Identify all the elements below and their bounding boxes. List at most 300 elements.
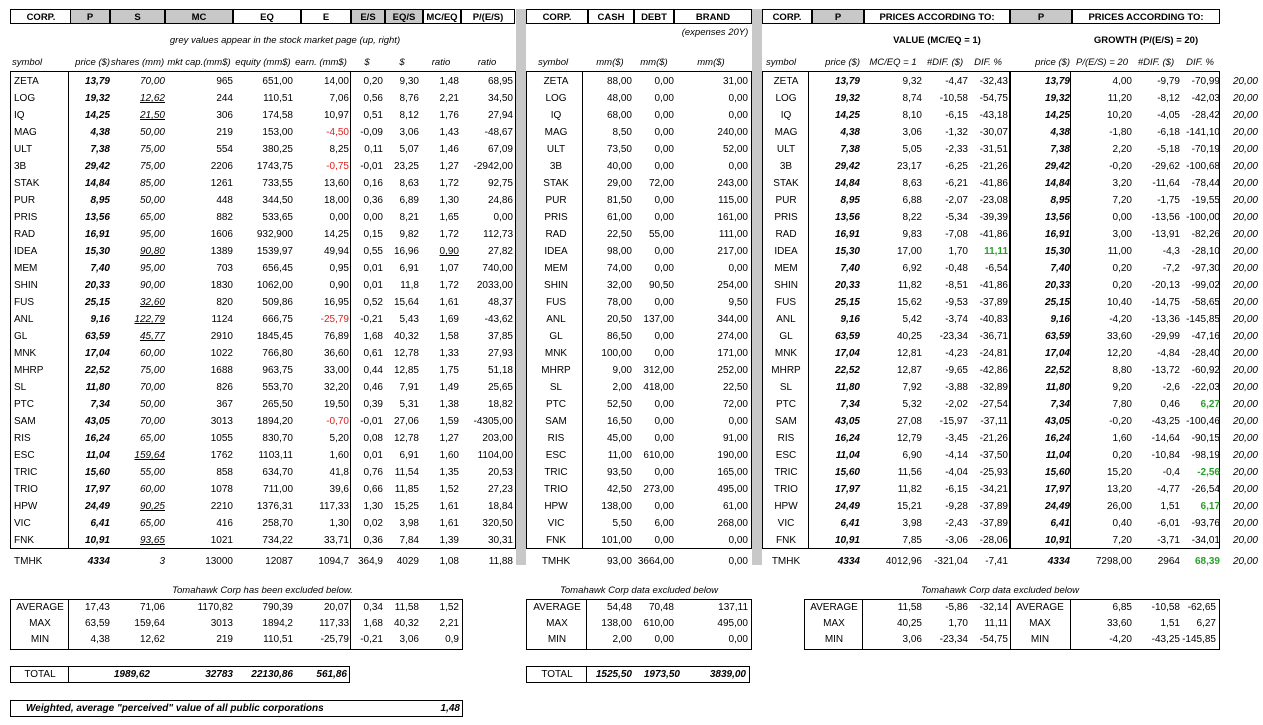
table-cell: 20,53	[487, 467, 513, 478]
table-cell: -4,77	[1157, 484, 1180, 495]
grid-line	[350, 599, 351, 650]
table-cell: 666,75	[262, 314, 293, 325]
table-cell: -29,99	[1151, 331, 1180, 342]
table-cell: 380,25	[262, 144, 293, 155]
table-cell: 0,00	[654, 195, 674, 206]
table-cell: -23,34	[939, 331, 968, 342]
table-cell: 1,70	[948, 246, 968, 257]
table-cell: 1124	[211, 314, 233, 325]
stats-cell: 495,00	[717, 618, 748, 629]
table-cell: 174,58	[262, 110, 293, 121]
table-cell: -26,54	[1191, 484, 1220, 495]
table-cell: 0,00	[654, 535, 674, 546]
column-header: S	[110, 9, 165, 24]
table-cell: 12,62	[139, 93, 165, 104]
table-cell: 23,17	[896, 161, 922, 172]
table-cell: 265,50	[262, 399, 293, 410]
table-cell: 15,25	[393, 501, 419, 512]
table-cell: 1,72	[439, 229, 459, 240]
table-cell: 22,52	[1044, 365, 1070, 376]
table-row	[0, 209, 1263, 226]
table-cell: -30,07	[979, 127, 1008, 138]
stats-cell: MAX	[29, 618, 51, 629]
table-cell: -41,86	[979, 280, 1008, 291]
table-cell: -13,72	[1151, 365, 1180, 376]
table-cell: 32,00	[606, 280, 632, 291]
table-cell: RIS	[777, 433, 795, 444]
table-cell: TRIC	[774, 467, 798, 478]
stats-cell: 70,48	[648, 602, 674, 613]
table-cell: 122,79	[134, 314, 165, 325]
table-cell: -0,20	[1109, 161, 1132, 172]
total-cell: 22130,86	[251, 669, 293, 680]
table-cell: IDEA	[544, 246, 568, 257]
table-cell: 0,00	[654, 467, 674, 478]
table-cell: ESC	[775, 450, 797, 461]
table-cell: 12,87	[896, 365, 922, 376]
table-cell: 36,60	[323, 348, 349, 359]
table-cell: 86,50	[606, 331, 632, 342]
table-cell: IDEA	[14, 246, 38, 257]
table-cell: 2,00	[612, 382, 632, 393]
table-cell: 1,49	[439, 382, 459, 393]
table-cell: -4,20	[1109, 314, 1132, 325]
table-cell: 16,24	[1044, 433, 1070, 444]
table-cell: 1762	[210, 450, 233, 461]
table-cell: 203,00	[482, 433, 513, 444]
table-cell: 0,76	[363, 467, 383, 478]
table-cell: 5,07	[399, 144, 419, 155]
table-cell: 11,56	[897, 467, 922, 478]
table-cell: -145,85	[1186, 314, 1220, 325]
column-header: P/(E/S)	[461, 9, 515, 24]
grid-line	[1010, 599, 1011, 650]
stats-cell: -4,20	[1109, 634, 1132, 645]
stats-cell: 11,11	[984, 618, 1008, 629]
table-cell: 3,06	[902, 127, 922, 138]
table-cell: 7,38	[840, 144, 860, 155]
table-row	[0, 124, 1263, 141]
table-cell: 78,00	[606, 297, 632, 308]
table-cell: 88,00	[606, 76, 632, 87]
table-cell: GL	[549, 331, 563, 342]
table-cell: 1389	[210, 246, 233, 257]
stats-cell: 1,51	[1160, 618, 1180, 629]
stats-cell: 790,39	[262, 602, 293, 613]
table-cell: RAD	[545, 229, 567, 240]
table-cell: 963,75	[262, 365, 293, 376]
column-header: P	[812, 9, 864, 24]
table-cell: 1022	[210, 348, 233, 359]
stats-cell: 137,11	[718, 602, 748, 613]
stats-cell: 40,32	[393, 618, 419, 629]
table-cell: 0,40	[1112, 518, 1132, 529]
table-cell: 258,70	[262, 518, 293, 529]
table-cell: 43,05	[834, 416, 860, 427]
table-cell: 6,89	[399, 195, 419, 206]
table-cell: 67,09	[487, 144, 513, 155]
table-cell: 25,15	[834, 297, 860, 308]
table-cell: SAM	[775, 416, 797, 427]
table-cell: 1,27	[439, 433, 459, 444]
table-cell: 7,38	[1050, 144, 1070, 155]
table-cell: -4,84	[1157, 348, 1180, 359]
table-cell: 0,44	[363, 365, 383, 376]
table-cell: 5,50	[612, 518, 632, 529]
table-cell: 1,30	[363, 501, 383, 512]
table-cell: 11,04	[85, 450, 110, 461]
table-cell: FUS	[776, 297, 796, 308]
table-cell: -54,75	[979, 93, 1008, 104]
table-cell: 50,00	[139, 399, 165, 410]
table-cell: 1539,97	[256, 246, 293, 257]
table-cell: ULT	[776, 144, 796, 155]
table-cell: 7,92	[902, 382, 922, 393]
table-cell: 7,20	[1112, 195, 1132, 206]
table-cell: 70,00	[139, 416, 165, 427]
table-cell: 0,01	[363, 263, 383, 274]
table-cell: TRIO	[544, 484, 568, 495]
table-cell: 1,08	[439, 556, 459, 567]
table-cell: 1,35	[439, 467, 459, 478]
table-cell: 656,45	[262, 263, 293, 274]
column-header: MC	[165, 9, 233, 24]
table-cell: 1,61	[439, 297, 459, 308]
table-cell: 60,00	[139, 484, 165, 495]
table-cell: 3,98	[399, 518, 419, 529]
table-cell: 12,85	[393, 365, 419, 376]
table-cell: MEM	[544, 263, 568, 274]
table-cell: 4029	[396, 556, 419, 567]
table-row	[0, 158, 1263, 175]
table-cell: 29,42	[1044, 161, 1070, 172]
table-cell: 495,00	[717, 484, 748, 495]
stats-cell: 71,06	[139, 602, 165, 613]
table-cell: 273,00	[643, 484, 674, 495]
table-cell: -25,93	[979, 467, 1008, 478]
table-cell: 0,00	[728, 535, 748, 546]
table-cell: -4,3	[1162, 246, 1180, 257]
table-cell: 0,00	[654, 501, 674, 512]
table-cell: -36,71	[979, 331, 1008, 342]
table-cell: MHRP	[541, 365, 571, 376]
table-cell: 0,20	[363, 76, 383, 87]
table-cell: 15,60	[1044, 467, 1070, 478]
table-cell: 20,00	[1232, 110, 1258, 121]
table-cell: -9,53	[945, 297, 968, 308]
table-cell: 48,37	[487, 297, 513, 308]
table-cell: -25,79	[320, 314, 349, 325]
table-cell: -0,75	[326, 161, 349, 172]
table-cell: 15,62	[896, 297, 922, 308]
table-cell: -28,42	[1191, 110, 1220, 121]
table-cell: -3,06	[945, 535, 968, 546]
table-cell: 306	[216, 110, 233, 121]
table-row	[0, 481, 1263, 498]
table-cell: 8,95	[90, 195, 110, 206]
table-cell: 13,79	[84, 76, 110, 87]
table-cell: -141,10	[1186, 127, 1220, 138]
column-subheader: DIF. %	[974, 57, 1002, 68]
table-cell: 252,00	[717, 365, 748, 376]
table-cell: 72,00	[722, 399, 748, 410]
table-cell: 17,04	[834, 348, 860, 359]
table-cell: 17,97	[1044, 484, 1070, 495]
stats-cell: -0,21	[360, 634, 383, 645]
grid-line	[1070, 599, 1071, 650]
table-cell: 9,83	[902, 229, 922, 240]
table-cell: 55,00	[139, 467, 165, 478]
table-cell: 14,25	[323, 229, 349, 240]
table-cell: 6,88	[902, 195, 922, 206]
table-cell: -19,55	[1191, 195, 1220, 206]
table-cell: 20,00	[1232, 382, 1258, 393]
table-cell: 117,33	[319, 501, 349, 512]
table-cell: -43,62	[484, 314, 513, 325]
table-cell: 63,59	[84, 331, 110, 342]
column-subheader: #DIF. ($)	[1137, 57, 1175, 68]
table-cell: FNK	[776, 535, 796, 546]
table-cell: -0,20	[1109, 416, 1132, 427]
table-cell: 9,16	[840, 314, 860, 325]
table-cell: 0,00	[654, 127, 674, 138]
table-row	[0, 447, 1263, 464]
table-cell: 8,76	[399, 93, 419, 104]
table-cell: -6,15	[945, 484, 968, 495]
stats-cell: 12,62	[139, 634, 165, 645]
table-cell: 6,92	[902, 263, 922, 274]
table-cell: 7,40	[1050, 263, 1070, 274]
table-cell: 0,00	[728, 93, 748, 104]
stats-cell: 610,00	[643, 618, 674, 629]
table-cell: 11,04	[1045, 450, 1070, 461]
table-cell: 51,18	[487, 365, 513, 376]
table-cell: 0,00	[493, 212, 513, 223]
table-cell: 16,24	[834, 433, 860, 444]
table-cell: 5,43	[399, 314, 419, 325]
table-cell: 110,51	[263, 93, 293, 104]
table-row	[0, 260, 1263, 277]
table-cell: 68,39	[1194, 556, 1220, 567]
table-cell: 0,51	[363, 110, 383, 121]
table-row	[0, 311, 1263, 328]
table-cell: -4,04	[945, 467, 968, 478]
table-row	[0, 413, 1263, 430]
table-cell: 0,20	[1112, 280, 1132, 291]
table-cell: -1,32	[945, 127, 968, 138]
stats-cell: 1170,82	[197, 602, 233, 613]
table-cell: -37,89	[979, 297, 1008, 308]
table-cell: 9,16	[1050, 314, 1070, 325]
table-cell: 13,79	[834, 76, 860, 87]
table-cell: 1688	[210, 365, 233, 376]
table-cell: -4305,00	[473, 416, 513, 427]
table-cell: 0,00	[654, 93, 674, 104]
table-cell: 5,05	[902, 144, 922, 155]
stats-cell: 159,64	[134, 618, 165, 629]
table-cell: 0,16	[363, 178, 383, 189]
total-cell: 32783	[205, 669, 233, 680]
table-cell: 60,00	[139, 348, 165, 359]
table-cell: MEM	[774, 263, 798, 274]
table-cell: -0,01	[360, 416, 383, 427]
table-cell: 1,46	[439, 144, 459, 155]
table-cell: 13,20	[1106, 484, 1132, 495]
table-cell: -2,02	[945, 399, 968, 410]
table-cell: 0,95	[329, 263, 349, 274]
table-cell: 240,00	[717, 127, 748, 138]
table-cell: STAK	[773, 178, 799, 189]
table-cell: 6,41	[840, 518, 860, 529]
table-cell: 0,20	[1112, 263, 1132, 274]
table-cell: 7,84	[399, 535, 419, 546]
stats-cell: 4,38	[90, 634, 110, 645]
table-cell: 73,50	[606, 144, 632, 155]
table-cell: -6,21	[945, 178, 968, 189]
table-cell: -82,26	[1191, 229, 1220, 240]
table-cell: PTC	[776, 399, 796, 410]
table-cell: 254,00	[717, 280, 748, 291]
table-cell: -3,88	[945, 382, 968, 393]
table-cell: 52,00	[722, 144, 748, 155]
stats-cell: 0,00	[728, 634, 748, 645]
table-cell: 76,89	[323, 331, 349, 342]
table-cell: 14,25	[84, 110, 110, 121]
table-cell: 7,85	[902, 535, 922, 546]
table-cell: -0,01	[360, 161, 383, 172]
table-cell: 8,10	[902, 110, 922, 121]
table-cell: IQ	[14, 110, 25, 121]
table-cell: -32,43	[979, 76, 1008, 87]
table-cell: FUS	[14, 297, 34, 308]
table-cell: 1,72	[439, 280, 459, 291]
table-cell: IQ	[550, 110, 562, 121]
table-cell: -37,89	[979, 501, 1008, 512]
table-cell: 11,82	[897, 280, 922, 291]
table-cell: 7,20	[1112, 535, 1132, 546]
table-cell: 20,00	[1232, 314, 1258, 325]
table-cell: -31,51	[979, 144, 1008, 155]
table-cell: 20,00	[1232, 297, 1258, 308]
table-cell: 20,00	[1232, 450, 1258, 461]
table-cell: 0,00	[1112, 212, 1132, 223]
table-cell: 22,50	[722, 382, 748, 393]
table-row	[0, 175, 1263, 192]
table-cell: 20,00	[1232, 229, 1258, 240]
column-header: BRAND	[674, 9, 752, 24]
table-cell: 20,00	[1232, 399, 1258, 410]
table-cell: 111,00	[718, 229, 748, 240]
table-cell: 8,63	[399, 178, 419, 189]
table-cell: GL	[14, 331, 28, 342]
table-cell: -34,21	[979, 484, 1008, 495]
table-cell: 17,00	[896, 246, 922, 257]
column-header: PRICES ACCORDING TO:	[864, 9, 1010, 24]
table-cell: 20,50	[606, 314, 632, 325]
table-row	[0, 226, 1263, 243]
table-cell: 5,31	[399, 399, 419, 410]
table-cell: 1,60	[1112, 433, 1132, 444]
table-cell: 171,00	[717, 348, 748, 359]
table-cell: 7,06	[329, 93, 349, 104]
table-cell: 40,25	[896, 331, 922, 342]
stats-cell: MIN	[1030, 634, 1050, 645]
table-cell: 1845,45	[256, 331, 293, 342]
stats-cell: 40,25	[896, 618, 922, 629]
table-cell: 93,50	[606, 467, 632, 478]
column-header: DEBT	[634, 9, 674, 24]
table-cell: RAD	[14, 229, 36, 240]
table-cell: -2942,00	[473, 161, 513, 172]
table-cell: -0,21	[360, 314, 383, 325]
stats-cell: 110,51	[263, 634, 293, 645]
table-cell: 364,9	[357, 556, 383, 567]
table-cell: -40,83	[979, 314, 1008, 325]
table-cell: -0,4	[1162, 467, 1180, 478]
table-cell: 1055	[210, 433, 233, 444]
table-cell: 1,59	[439, 416, 459, 427]
table-cell: 52,50	[606, 399, 632, 410]
table-cell: 7,34	[90, 399, 110, 410]
table-cell: 1,65	[439, 212, 459, 223]
table-cell: 153,00	[262, 127, 293, 138]
table-cell: -2,33	[945, 144, 968, 155]
table-row	[0, 430, 1263, 447]
table-cell: -7,2	[1162, 263, 1180, 274]
table-cell: 29,42	[834, 161, 860, 172]
table-cell: GL	[779, 331, 793, 342]
total-cell: 1989,62	[113, 669, 150, 680]
table-cell: 95,00	[139, 229, 165, 240]
table-cell: PRIS	[544, 212, 568, 223]
column-subheader: price ($)	[1035, 57, 1070, 68]
table-cell: 10,20	[1106, 110, 1132, 121]
table-cell: 12,78	[393, 348, 419, 359]
table-cell: 12,78	[393, 433, 419, 444]
table-cell: VIC	[547, 518, 565, 529]
table-cell: 33,71	[323, 535, 349, 546]
table-cell: HPW	[14, 501, 38, 512]
stats-cell: 117,33	[319, 618, 349, 629]
table-cell: -70,99	[1191, 76, 1220, 87]
table-cell: -3,74	[945, 314, 968, 325]
stats-cell: -5,86	[945, 602, 968, 613]
table-cell: 858	[216, 467, 233, 478]
table-cell: 68,95	[487, 76, 513, 87]
table-cell: 20,00	[1232, 556, 1258, 567]
table-cell: 2,20	[1112, 144, 1132, 155]
stats-cell: 17,43	[84, 602, 110, 613]
table-cell: 1103,11	[258, 450, 293, 461]
stats-cell: 6,27	[1196, 618, 1216, 629]
table-cell: -20,13	[1151, 280, 1180, 291]
table-row	[0, 515, 1263, 532]
table-cell: RAD	[775, 229, 797, 240]
table-cell: 27,82	[487, 246, 513, 257]
stats-cell: 1,68	[363, 618, 383, 629]
table-row	[0, 90, 1263, 107]
table-cell: 0,01	[363, 280, 383, 291]
table-cell: 20,33	[1044, 280, 1070, 291]
table-cell: 8,95	[840, 195, 860, 206]
table-cell: 0,00	[654, 263, 674, 274]
table-cell: 20,00	[1232, 501, 1258, 512]
table-cell: 18,82	[487, 399, 513, 410]
table-cell: 24,49	[834, 501, 860, 512]
table-cell: 6,41	[90, 518, 110, 529]
table-cell: ZETA	[773, 76, 799, 87]
table-cell: 20,00	[1232, 348, 1258, 359]
